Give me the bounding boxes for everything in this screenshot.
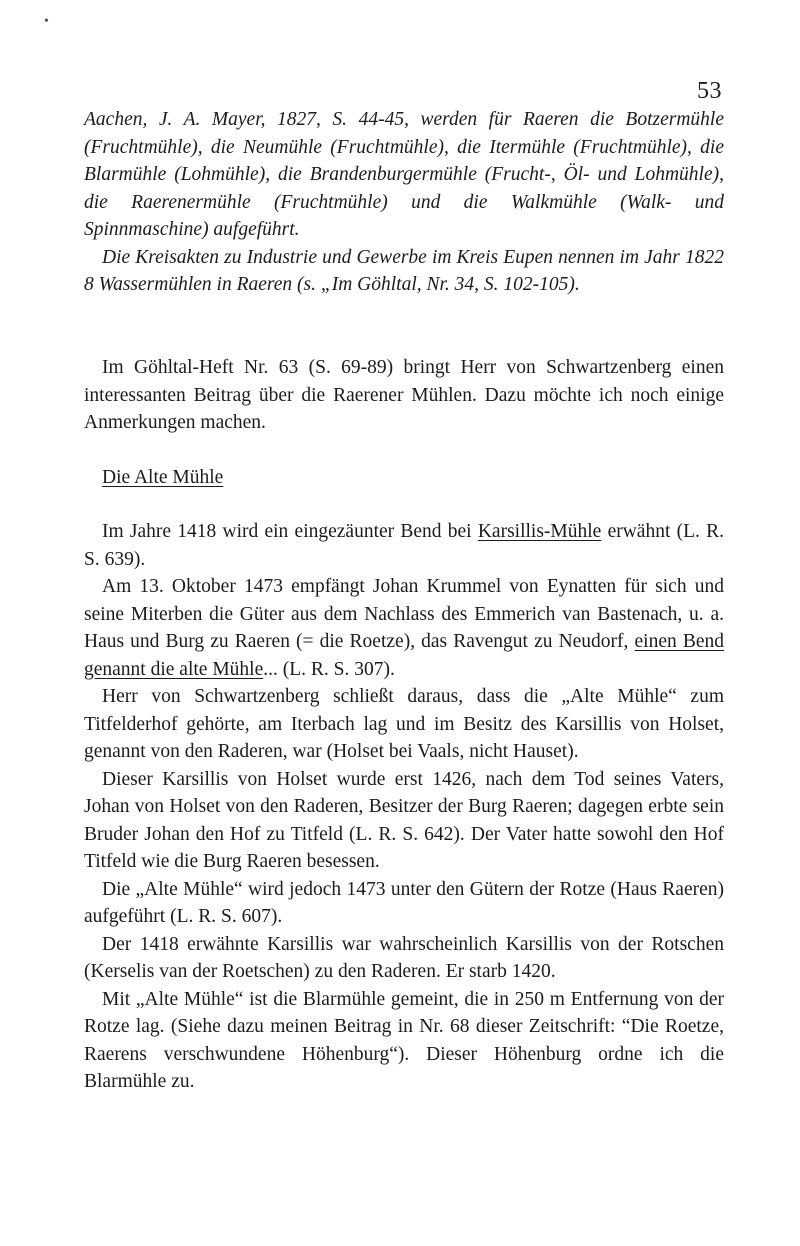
section-heading: Die Alte Mühle bbox=[102, 466, 224, 488]
paragraph-intro: Im Göhltal-Heft Nr. 63 (S. 69-89) bringt Herr von Schwartzenberg einen interessanten Beitrag über die Raerener Mühlen. Dazu möchte ich noch einige Anmerkungen machen. bbox=[84, 357, 724, 433]
main-block bbox=[84, 354, 724, 1096]
paragraph-blarmuehle: Mit „Alte Mühle“ ist die Blarmühle gemeint, die in 250 m Entfernung von der Rotze lag. (Siehe dazu meinen Beitrag in Nr. 68 dieser Zeitschrift: “Die Roetze, Raerens verschwundene Höhenburg“). Dieser Höhenburg ordne ich die Blarmühle zu. bbox=[84, 988, 724, 1092]
paragraph-karsillis: Der 1418 erwähnte Karsillis war wahrscheinlich Karsillis von der Rotschen (Kerselis van der Roetschen) zu den Raderen. Er starb 1420. bbox=[84, 933, 724, 982]
paragraph-1473 bbox=[84, 573, 724, 683]
paragraph-1473-text-a: Am 13. Oktober 1473 empfängt Johan Krummel von Eynatten für sich und seine Miterben die Güter aus dem Nachlass des Emmerich van Bastenach, u. a. Haus und Burg zu Raeren (= die Roetze), das Ravengut zu Neudorf, bbox=[84, 576, 724, 652]
paragraph-holset: Dieser Karsillis von Holset wurde erst 1426, nach dem Tod seines Vaters, Johan von Holset von den Raderen, Besitzer der Burg Raeren; dagegen erbte sein Bruder Johan den Hof zu Titfeld (L. R. S. 642). Der Vater hatte sowohl den Hof Titfeld wie die Burg Raeren besessen. bbox=[84, 768, 724, 872]
intro-paragraph-1: Aachen, J. A. Mayer, 1827, S. 44-45, werden für Raeren die Botzermühle (Fruchtmühle), die Neumühle (Fruchtmühle), die Itermühle (Fruchtmühle), die Blarmühle (Lohmühle), die Brandenburgermühle (Frucht-, Öl- und Lohmühle), die Raerenermühle (Fruchtmühle) und die Walkmühle (Walk- und Spinnmaschine) aufgeführt. bbox=[84, 109, 724, 240]
intro-block bbox=[84, 106, 724, 299]
alte-muehle-underline: einen Bend genannt die alte Mühle bbox=[84, 631, 724, 680]
paragraph-schwartzenberg: Herr von Schwartzenberg schließt daraus, dass die „Alte Mühle“ zum Titfelderhof gehörte, am Iterbach lag und im Besitz des Karsillis von Holset, genannt von den Raderen, war (Holset bei Vaals, nicht Hauset). bbox=[84, 686, 724, 762]
paragraph-1418 bbox=[84, 518, 724, 573]
karsillis-muehle-underline: Karsillis-Mühle bbox=[477, 521, 602, 542]
paragraph-rotze: Die „Alte Mühle“ wird jedoch 1473 unter den Gütern der Rotze (Haus Raeren) aufgeführt (L. R. S. 607). bbox=[84, 878, 724, 927]
intro-paragraph-2: Die Kreisakten zu Industrie und Gewerbe im Kreis Eupen nennen im Jahr 1822 8 Wassermühlen in Raeren (s. „Im Göhltal, Nr. 34, S. 102-105). bbox=[84, 246, 724, 295]
paragraph-1473-text-b: ... (L. R. S. 307). bbox=[263, 658, 395, 680]
page-number: 53 bbox=[697, 78, 722, 104]
paragraph-1418-text-b: erwähnt (L. R. S. 639). bbox=[84, 521, 724, 570]
paragraph-1418-text-a: Im Jahre 1418 wird ein eingezäunter Bend bei bbox=[102, 521, 478, 542]
page-mark: • bbox=[44, 14, 49, 29]
